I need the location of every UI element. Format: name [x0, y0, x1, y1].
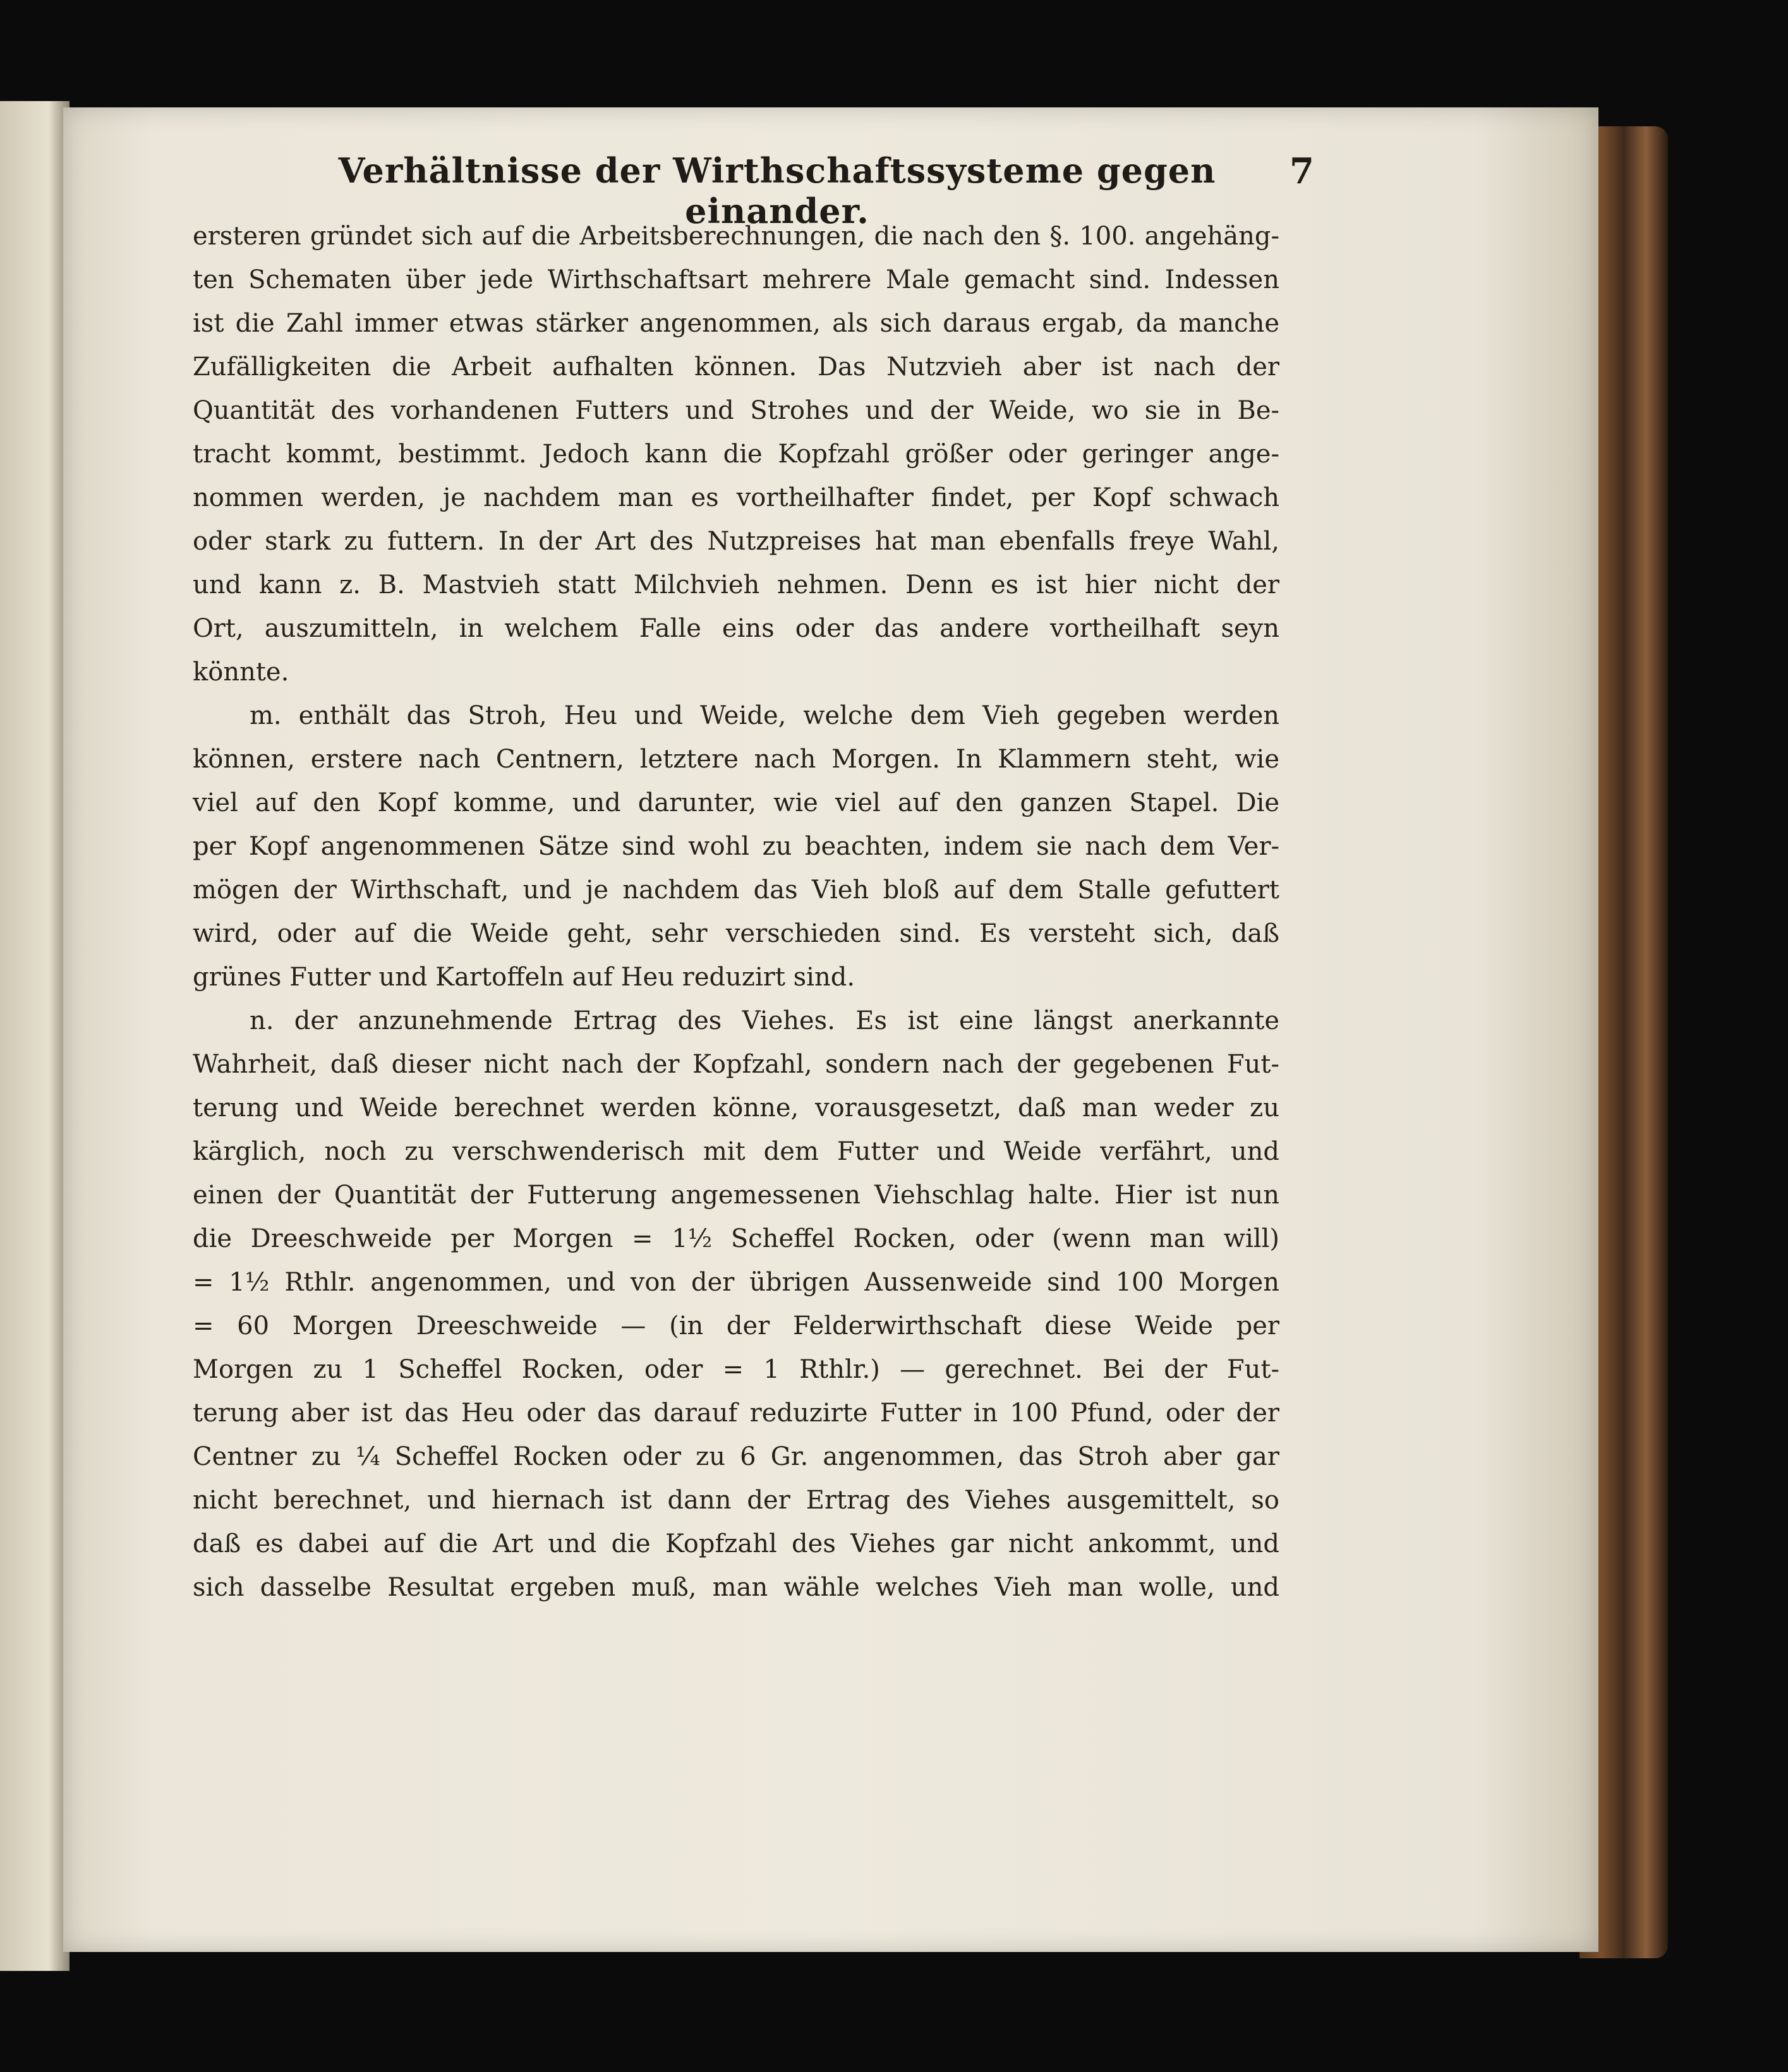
left-page-edge — [0, 101, 69, 1971]
text-line: nicht berechnet, und hiernach ist dann der Ertrag des Viehes ausgemittelt, so — [193, 1486, 1279, 1515]
text-line: nommen werden, je nachdem man es vortheilhafter findet, per Kopf schwach — [193, 483, 1279, 512]
text-line: Morgen zu 1 Scheffel Rocken, oder = 1 Rthlr.) — gerechnet. Bei der Fut- — [193, 1355, 1279, 1384]
text-line: tracht kommt, bestimmt. Jedoch kann die Kopfzahl größer oder geringer ange- — [193, 440, 1279, 469]
text-line: wird, oder auf die Weide geht, sehr verschieden sind. Es versteht sich, daß — [193, 919, 1279, 948]
text-line: daß es dabei auf die Art und die Kopfzahl des Viehes gar nicht ankommt, und — [193, 1529, 1279, 1558]
text-line: einen der Quantität der Futterung angemessenen Viehschlag halte. Hier ist nun — [193, 1181, 1279, 1210]
body-text — [193, 215, 1279, 1610]
text-line: ersteren gründet sich auf die Arbeitsberechnungen, die nach den §. 100. angehäng- — [193, 222, 1279, 251]
text-line: viel auf den Kopf komme, und darunter, wie viel auf den ganzen Stapel. Die — [193, 788, 1279, 817]
text-line: können, erstere nach Centnern, letztere nach Morgen. In Klammern steht, wie — [193, 745, 1279, 774]
text-line: Centner zu ¼ Scheffel Rocken oder zu 6 Gr. angenommen, das Stroh aber gar — [193, 1442, 1279, 1471]
text-line: = 1½ Rthlr. angenommen, und von der übrigen Aussenweide sind 100 Morgen — [193, 1268, 1279, 1297]
text-line: sich dasselbe Resultat ergeben muß, man wähle welches Vieh man wolle, und — [193, 1573, 1279, 1602]
text-line: Wahrheit, daß dieser nicht nach der Kopfzahl, sondern nach der gegebenen Fut- — [193, 1050, 1279, 1079]
paragraph-start-n: n. der anzunehmende Ertrag des Viehes. Es ist eine längst anerkannte — [250, 1006, 1279, 1035]
running-head: Verhältnisse der Wirthschaftssysteme gegen einander. — [338, 150, 1216, 231]
text-line: terung aber ist das Heu oder das darauf reduzirte Futter in 100 Pfund, oder der — [193, 1399, 1279, 1428]
page-header — [316, 150, 1314, 231]
text-line: und kann z. B. Mastvieh statt Milchvieh nehmen. Denn es ist hier nicht der — [193, 570, 1279, 599]
text-line: Quantität des vorhandenen Futters und Strohes und der Weide, wo sie in Be- — [193, 396, 1279, 425]
text-line: kärglich, noch zu verschwenderisch mit dem Futter und Weide verfährt, und — [193, 1137, 1279, 1166]
text-line: mögen der Wirthschaft, und je nachdem das Vieh bloß auf dem Stalle gefuttert — [193, 876, 1279, 905]
page-number: 7 — [1290, 150, 1314, 192]
text-line: könnte. — [193, 658, 289, 687]
text-line: per Kopf angenommenen Sätze sind wohl zu beachten, indem sie nach dem Ver- — [193, 832, 1279, 861]
text-line: Zufälligkeiten die Arbeit aufhalten können. Das Nutzvieh aber ist nach der — [193, 352, 1279, 382]
paragraph-start-m: m. enthält das Stroh, Heu und Weide, welche dem Vieh gegeben werden — [250, 701, 1279, 730]
text-line: terung und Weide berechnet werden könne, vorausgesetzt, daß man weder zu — [193, 1093, 1279, 1123]
text-line: grünes Futter und Kartoffeln auf Heu reduzirt sind. — [193, 963, 855, 992]
text-line: Ort, auszumitteln, in welchem Falle eins oder das andere vortheilhaft seyn — [193, 614, 1279, 643]
text-line: ist die Zahl immer etwas stärker angenommen, als sich daraus ergab, da manche — [193, 309, 1279, 338]
text-line: = 60 Morgen Dreeschweide — (in der Felderwirthschaft diese Weide per — [193, 1311, 1279, 1340]
text-line: oder stark zu futtern. In der Art des Nutzpreises hat man ebenfalls freye Wahl, — [193, 527, 1279, 556]
text-line: die Dreeschweide per Morgen = 1½ Scheffel Rocken, oder (wenn man will) — [193, 1224, 1279, 1253]
text-line: ten Schematen über jede Wirthschaftsart mehrere Male gemacht sind. Indessen — [193, 265, 1279, 294]
